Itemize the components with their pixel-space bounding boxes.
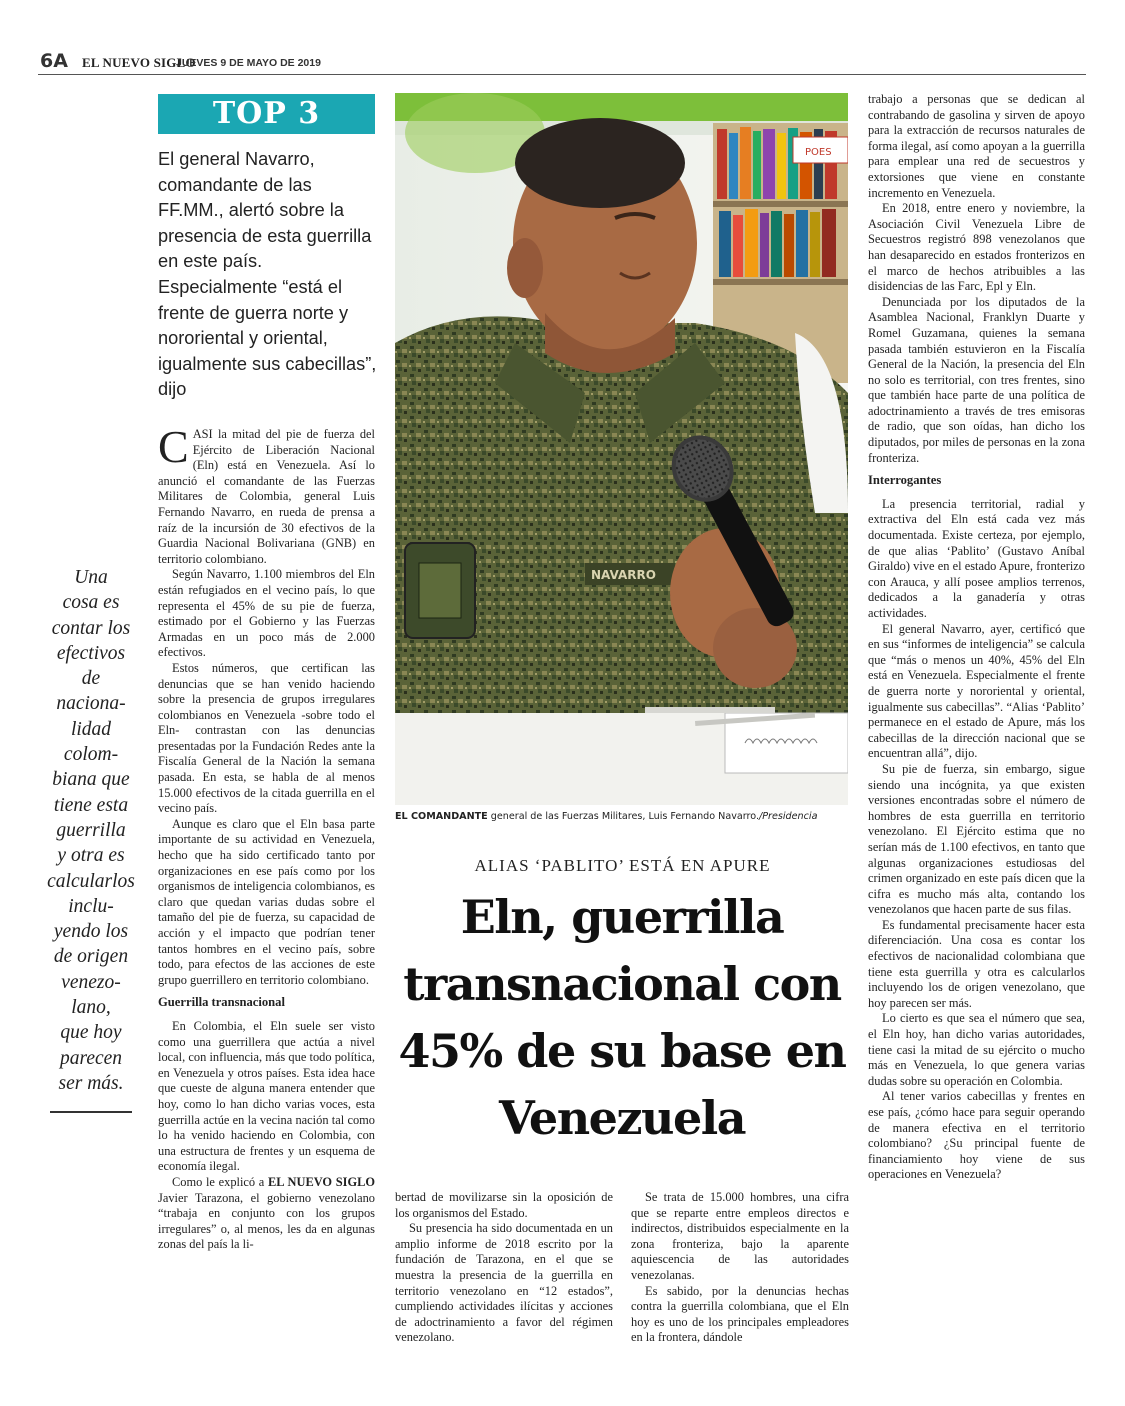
pull-quote-line: colom- xyxy=(63,744,119,766)
article-paragraph: Su pie de fuerza, sin embargo, sigue siendo una incógnita, ya que existen versiones encontradas sobre el número de hombres de esta guerrilla en territorio venezolano. El Ejército estima que no serían más de 1.100 efectivos, en tanto que algunas organizaciones estudiosas del crimen organizado en este país dicen que la cifra es mucho más alta, contando los venezolanos que hacen parte de sus filas. xyxy=(868,761,1085,917)
pull-quote-line: venezo- xyxy=(61,971,121,993)
pull-quote-line: naciona- xyxy=(56,693,126,715)
pull-quote-line: biana que xyxy=(52,769,130,791)
pull-quote-line: y otra es xyxy=(57,845,125,867)
top3-label: TOP 3 xyxy=(158,94,375,134)
page-number: 6A xyxy=(40,50,68,72)
pull-quote-line: efectivos xyxy=(56,642,126,664)
pull-quote-line: yendo los xyxy=(53,921,129,943)
pull-quote-line: lidad xyxy=(70,718,112,740)
article-column-2 xyxy=(395,1190,613,1346)
article-paragraph: Es sabido, por la denuncias hechas contra la guerrilla colombiana, que el Eln hoy es uno de los principales empleadores en la frontera, dándole xyxy=(631,1283,849,1345)
article-paragraph: La presencia territorial, radial y extractiva del Eln está cada vez más documentada. Existe certeza, por ejemplo, de que alias ‘Pablito’ (Gustavo Aníbal Giraldo) vive en el estado Apure, fronterizo con Arauca, y allí posee amplios terrenos, dedicados a la ganadería y otras actividades. xyxy=(868,496,1085,620)
pull-quote-line: tiene esta xyxy=(53,794,129,816)
article-paragraph: Se trata de 15.000 hombres, una cifra que se reparte entre empleos directos e indirectos, distribuidos especialmente en la zona fronteriza, bajo la aparente aquiescencia de las autoridades venezolanas. xyxy=(631,1190,849,1282)
article-paragraph: Como le explicó a EL NUEVO SIGLO Javier Tarazona, el gobierno venezolano “trabaja en conjunto con los grupos irregulares” o, al menos, les da en algunas zonas del país la li- xyxy=(158,1174,375,1252)
subhead-guerrilla-transnacional: Guerrilla transnacional xyxy=(158,995,285,1010)
article-paragraph: Aunque es claro que el Eln basa parte importante de su actividad en Venezuela, hecho que ha sido certificado tanto por organizaciones en ese país como por los organismos de inteligencia colombianos, es claro que quedan varias dudas sobre el tamaño del pie de fuerza, su capacidad de acción y el impacto que podrían tener tantos hombres en el vecino país, sobre todo, para efectos de las acciones de este grupo guerrillero en territorio colombiano. xyxy=(158,816,375,987)
pull-quote-line: contar los xyxy=(51,617,131,639)
pull-quote-line: Una xyxy=(74,567,108,588)
article-lead-paragraph: CASI la mitad del pie de fuerza del Ejército de Liberación Nacional (Eln) está en Venezuela. Así lo anunció el comandante de las Fuerzas Militares de Colombia, general Luis Fernando Navarro, en rueda de prensa a raíz de la incursión de 30 efectivos de la Guardia Nacional Bolivariana (GNB) en territorio colombiano. xyxy=(158,421,375,566)
top3-summary: El general Navarro, comandante de las FF.MM., alertó sobre la presencia de esta guerrilla en este país. Especialmente “está el frente de guerra norte y nororiental y oriental, igualmente sus cabecillas”, dijo xyxy=(158,149,377,400)
general-photo xyxy=(395,93,848,805)
photo-caption: EL COMANDANTE general de las Fuerzas Militares, Luis Fernando Navarro./Presidencia xyxy=(395,811,818,822)
article-paragraph: En Colombia, el Eln suele ser visto como una guerrillera que actúa a nivel local, con influencia, más que todo política, en Venezuela y otros países. Esta idea hace que cueste de alguna manera entender que hoy, como lo han dicho varias voces, esta guerrilla actúe en la vecina nación tal como lo ha venido haciendo en Colombia, con una estructura de frentes y un esquema de economía ilegal. xyxy=(158,1018,375,1174)
article-paragraph: El general Navarro, ayer, certificó que en sus “informes de inteligencia” se calcula que “más o menos un 40%, 45% del Eln está en Venezuela. Especialmente el frente de guerra norte y nororiental y oriental, igualmente sus cabecillas”. “Alias ‘Pablito’ permanece en el estado de Apure, más los cabecillas de la dirección nacional que se encuentran allá”, dijo. xyxy=(868,621,1085,761)
pull-quote xyxy=(37,565,145,1096)
pull-quote-line: ser más. xyxy=(58,1072,124,1094)
masthead: EL NUEVO SIGLO xyxy=(82,55,196,70)
issue-date: JUEVES 9 DE MAYO DE 2019 xyxy=(176,57,321,69)
pull-quote-line: lano, xyxy=(71,997,111,1019)
pull-quote-line: de origen xyxy=(53,946,129,968)
headline: Eln, guerrilla transnacional con 45% de su base en Venezuela xyxy=(398,890,846,1145)
article-paragraph: bertad de movilizarse sin la oposición de los organismos del Estado. xyxy=(395,1190,613,1220)
headline-kicker: ALIAS ‘PABLITO’ ESTÁ EN APURE xyxy=(474,856,771,875)
article-column-4 xyxy=(868,92,1085,1183)
poster-label: POES xyxy=(805,147,832,158)
article-paragraph: Es fundamental precisamente hacer esta diferenciación. Una cosa es contar los efectivos de nacionalidad colombiana que tiene esta guerrilla y otra es calcularlos incluyendo los de origen venezolano, que hoy parecen ser más. xyxy=(868,917,1085,1010)
pull-quote-rule xyxy=(50,1111,132,1113)
article-paragraph: En 2018, entre enero y noviembre, la Asociación Civil Venezuela Libre de Secuestros registró 898 venezolanos que han desaparecido en estados fronterizos en el marco de hechos atribuibles a las disidencias de las Farc, Epl y Eln. xyxy=(868,201,1085,294)
article-column-1 xyxy=(158,421,375,1253)
subhead-interrogantes: Interrogantes xyxy=(868,473,942,488)
pull-quote-line: calcularlos xyxy=(47,870,135,892)
pull-quote-line: guerrilla xyxy=(56,819,126,841)
article-paragraph: trabajo a personas que se dedican al contrabando de gasolina y sirven de apoyo para la extracción de recursos naturales de forma ilegal, así como apoyan a la guerrilla para emplear una red de secuestros y extorsiones que viene en constante incremento en Venezuela. xyxy=(868,92,1085,200)
article-paragraph: Estos números, que certifican las denuncias que se han venido haciendo sobre la presencia de grupos irregulares colombianos en Venezuela -sobre todo el Eln- contrastan con las denuncias presentadas por la Fundación Redes ante la Fiscalía General de la Nación la semana pasada. En esta, se habla de al menos 15.000 efectivos de la citada guerrilla en el vecino país. xyxy=(158,660,375,816)
article-paragraph: Al tener varios cabecillas y frentes en ese país, ¿cómo hace para seguir operando de manera efectiva en el territorio colombiano? ¿Su principal fuente de financiamiento hoy viene de sus operaciones en Venezuela? xyxy=(868,1089,1085,1182)
pull-quote-line: que hoy xyxy=(60,1022,122,1044)
pull-quote-line: inclu- xyxy=(68,895,114,917)
article-paragraph: Su presencia ha sido documentada en un amplio informe de 2018 escrito por la fundación de Tarazona, en el que se muestra la presencia de la guerrilla en territorio venezolano en “12 estados”, cumpliendo actividades ilícitas y acciones de adoctrinamiento a favor del régimen venezolano. xyxy=(395,1221,613,1345)
uniform-name-tag: NAVARRO xyxy=(591,568,656,582)
pull-quote-line: de xyxy=(81,668,101,690)
article-paragraph: Denunciada por los diputados de la Asamblea Nacional, Franklyn Duarte y Romel Guzamana, quienes la semana pasada también estuvieron en la Fiscalía General de la Nación, la presencia del Eln no solo es territorial, con tres frentes, sino que también hace parte de una política de adoctrinamiento a través de tres emisoras de radio, que son oídas, han dicho los diputados, por miles de personas en la zona fronteriza. xyxy=(868,294,1085,465)
header-rule xyxy=(38,74,1086,75)
drop-cap: C xyxy=(158,421,189,472)
article-column-3 xyxy=(631,1190,849,1346)
article-paragraph: Lo cierto es que sea el número que sea, el Eln hoy, han dicho varias autoridades, tiene casi la mitad de su ejército o mucho más en Venezuela, lo que genera varias dudas sobre su operación en Colombia. xyxy=(868,1011,1085,1088)
pull-quote-line: parecen xyxy=(59,1047,123,1069)
pull-quote-line: cosa es xyxy=(62,592,120,614)
masthead-mention: EL NUEVO SIGLO xyxy=(268,1174,375,1189)
article-paragraph: Según Navarro, 1.100 miembros del Eln están refugiados en el vecino país, lo que representa el 45% de su pie de fuerza, estimado por el Gobierno y las Fuerzas Armadas en un poco más de 2.000 efectivos. xyxy=(158,567,375,660)
